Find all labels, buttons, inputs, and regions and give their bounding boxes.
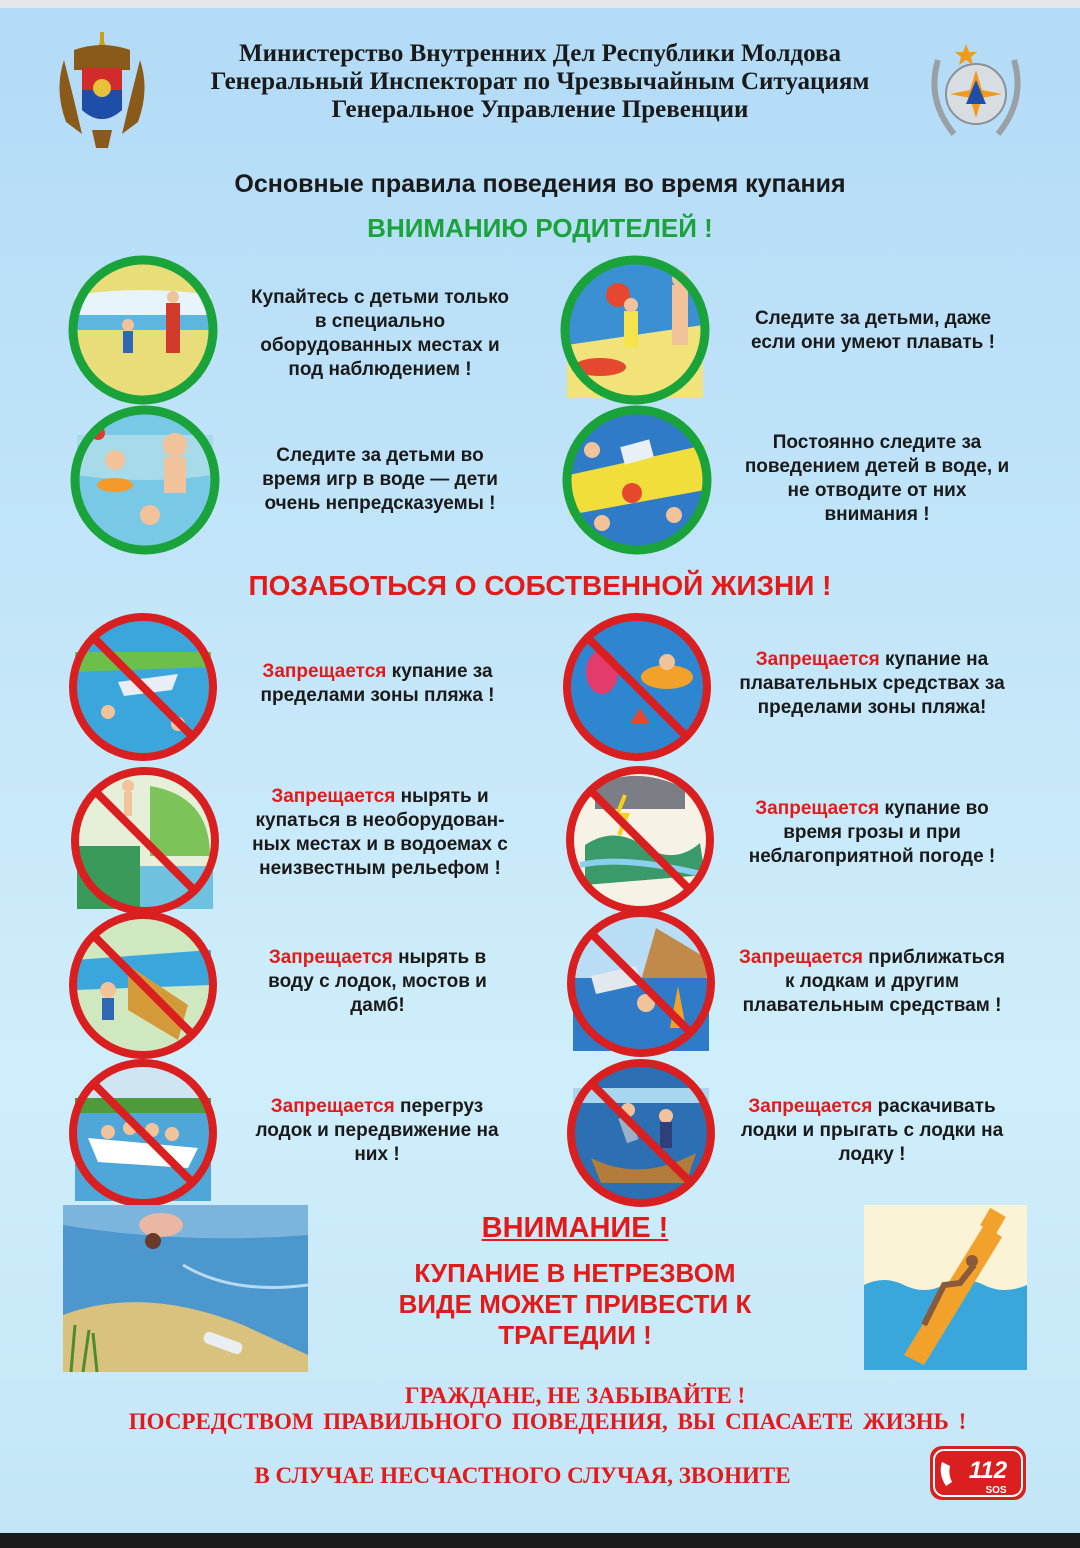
prohibited-word: Запрещается — [748, 1096, 873, 1117]
prohibition-line: неблагоприятной погоде ! — [748, 846, 996, 867]
tip-line: время игр в воде — дети — [262, 469, 498, 490]
tip-line: Следите за детьми, даже — [754, 308, 992, 329]
drunk-swimmer-illustration — [63, 1205, 308, 1372]
tip-line: в специально — [314, 311, 446, 332]
parents-tip-3 — [225, 444, 535, 516]
warning-line: ВИДЕ МОЖЕТ ПРИВЕСТИ К — [398, 1289, 752, 1319]
prohibition-text: перегруз — [394, 1096, 484, 1117]
tip-line: Купайтесь с детьми только — [250, 287, 510, 308]
prohibition-line: лодок и передвижение на — [255, 1120, 499, 1141]
watch-children-illustration — [560, 255, 710, 405]
tip-line: оборудованных местах и — [260, 335, 500, 356]
prohibition-5 — [230, 946, 525, 1018]
prohibition-line: плавательным средствам ! — [742, 995, 1002, 1016]
moldova-coat-of-arms-icon — [52, 30, 152, 150]
sos-label: SOS — [985, 1485, 1007, 1496]
prohibition-line — [222, 1095, 532, 1119]
page-title: Основные правила поведения во время купания — [234, 170, 846, 198]
prohibition-line — [712, 648, 1032, 672]
tip-line: внимания ! — [824, 504, 930, 525]
prohibited-word: Запрещается — [755, 649, 880, 670]
tip-line: если они умеют плавать ! — [751, 332, 995, 353]
prohibition-line: время грозы и при — [783, 822, 961, 843]
prohibition-text: купание на — [879, 649, 989, 670]
prohibition-3 — [225, 785, 535, 881]
no-swimming-storm-icon — [565, 765, 715, 915]
constant-attention-illustration — [562, 405, 712, 555]
prohibition-line: дамб! — [350, 995, 405, 1016]
tip-line: не отводите от них — [787, 480, 967, 501]
prohibition-4 — [712, 797, 1032, 869]
bottom-strip — [0, 1533, 1080, 1548]
kids-playing-water-illustration — [70, 405, 220, 555]
prohibition-line: ных местах и в водоемах с — [252, 834, 508, 855]
no-swimming-beyond-beach-icon — [68, 612, 218, 762]
no-floating-devices-icon — [562, 612, 712, 762]
prohibition-line: к лодкам и другим — [784, 971, 960, 992]
no-rocking-boats-icon — [566, 1058, 716, 1208]
prohibition-line: них ! — [354, 1144, 400, 1165]
prohibition-text: раскачивать — [872, 1096, 996, 1117]
prohibition-line: купаться в необорудован- — [255, 810, 505, 831]
warning-line: ТРАГЕДИИ ! — [498, 1320, 652, 1350]
no-diving-from-boats-icon — [68, 910, 218, 1060]
prohibition-1 — [225, 660, 530, 708]
parents-tip-4 — [712, 431, 1042, 527]
footer-save-life: ПОСРЕДСТВОМ ПРАВИЛЬНОГО ПОВЕДЕНИЯ, ВЫ СПАСАЕТЕ ЖИЗНЬ ! — [128, 1409, 967, 1434]
warning-heading: ВНИМАНИЕ ! — [481, 1212, 669, 1244]
prohibited-word: Запрещается — [268, 947, 393, 968]
tip-line: Следите за детьми во — [276, 445, 484, 466]
prohibition-line — [712, 797, 1032, 821]
prohibition-line: плавательных средствах за — [739, 673, 1005, 694]
prohibited-word: Запрещается — [270, 1096, 395, 1117]
prohibition-line — [230, 946, 525, 970]
prohibition-text: купание за — [386, 661, 493, 682]
prohibition-line — [225, 660, 530, 684]
top-strip — [0, 0, 1080, 8]
prohibition-text: нырять в — [392, 947, 487, 968]
warning-line: КУПАНИЕ В НЕТРЕЗВОМ — [414, 1258, 736, 1288]
beach-supervision-illustration — [68, 255, 218, 405]
prohibition-line: воду с лодок, мостов и — [268, 971, 487, 992]
prohibition-line: неизвестным рельефом ! — [259, 858, 501, 879]
self-care-heading: ПОЗАБОТЬСЯ О СОБСТВЕННОЙ ЖИЗНИ ! — [248, 570, 832, 601]
parents-tip-1 — [220, 286, 540, 382]
sos-number: 112 — [968, 1457, 1008, 1484]
prohibition-line — [712, 1095, 1032, 1119]
tip-line: поведением детей в воде, и — [744, 456, 1010, 477]
no-boat-overload-icon — [68, 1058, 218, 1208]
prohibition-line — [225, 785, 535, 809]
prohibited-word: Запрещается — [271, 786, 396, 807]
ministry-header — [150, 40, 930, 124]
emergency-service-emblem-icon — [920, 30, 1032, 148]
emergency-112-badge — [928, 1444, 1028, 1502]
prohibited-word: Запрещается — [739, 947, 863, 968]
prohibition-text: купание во — [879, 798, 989, 819]
footer-emergency-call: В СЛУЧАЕ НЕСЧАСТНОГО СЛУЧАЯ, ЗВОНИТЕ — [254, 1463, 791, 1488]
parents-heading: ВНИМАНИЮ РОДИТЕЛЕЙ ! — [367, 213, 713, 243]
prohibition-8 — [712, 1095, 1032, 1167]
prohibition-text: приближаться — [863, 947, 1005, 968]
parents-tip-2 — [718, 307, 1028, 355]
no-diving-unknown-places-icon — [70, 766, 220, 916]
prohibition-line — [712, 946, 1032, 970]
footer-reminder: ГРАЖДАНЕ, НЕ ЗАБЫВАЙТЕ ! — [404, 1383, 746, 1408]
warning-text — [360, 1258, 790, 1351]
header-line-1: Министерство Внутренних Дел Республики Молдова — [238, 40, 841, 67]
tip-line: под наблюдением ! — [288, 359, 472, 380]
prohibition-line: пределами зоны пляжа! — [757, 697, 987, 718]
tip-line: очень непредсказуемы ! — [264, 493, 496, 514]
prohibition-7 — [222, 1095, 532, 1167]
tip-line: Постоянно следите за — [772, 432, 982, 453]
prohibition-line: пределами зоны пляжа ! — [260, 685, 495, 706]
no-approaching-boats-icon — [566, 908, 716, 1058]
prohibition-2 — [712, 648, 1032, 720]
prohibition-line: лодку ! — [838, 1144, 906, 1165]
bottle-swimmer-icon — [864, 1205, 1027, 1370]
prohibited-word: Запрещается — [262, 661, 387, 682]
prohibition-line: лодки и прыгать с лодки на — [740, 1120, 1004, 1141]
prohibition-text: нырять и — [395, 786, 489, 807]
prohibition-6 — [712, 946, 1032, 1018]
prohibited-word: Запрещается — [755, 798, 880, 819]
header-line-2: Генеральный Инспекторат по Чрезвычайным Ситуациям — [210, 68, 870, 95]
header-line-3: Генеральное Управление Превенции — [331, 96, 749, 123]
